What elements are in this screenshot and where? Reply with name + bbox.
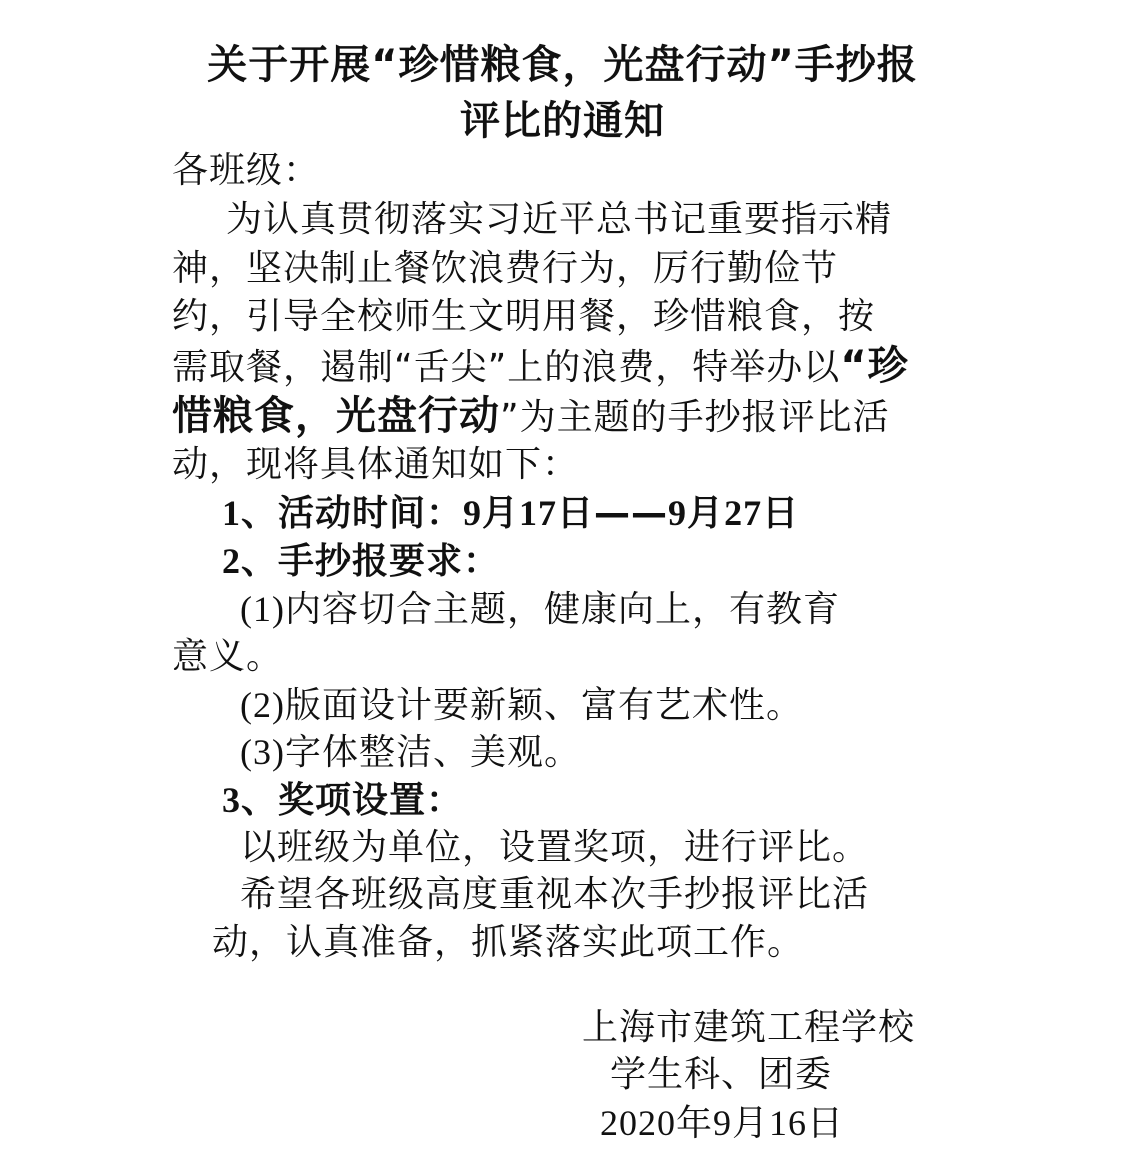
signature-year: 2020 <box>600 1103 676 1143</box>
end-day-unit: 日 <box>762 493 800 534</box>
requirement-2 <box>240 682 803 729</box>
intro-line-3: 约，引导全校师生文明用餐，珍惜粮食，按 <box>172 296 876 337</box>
section-2-number: 2 <box>222 541 241 581</box>
closing-line-1: 希望各班级高度重视本次手抄报评比活 <box>240 874 870 915</box>
intro-line-6: 动，现将具体通知如下： <box>172 444 580 485</box>
start-month: 9 <box>463 493 483 533</box>
end-month: 9 <box>668 493 688 533</box>
requirement-3-text: 字体整洁、美观。 <box>284 732 581 773</box>
section-3-number: 3 <box>222 780 241 820</box>
campaign-theme: 惜粮食，光盘行动 <box>172 393 500 439</box>
signature-month-unit: 月 <box>732 1103 770 1144</box>
intro-line-5-text: ”为主题的手抄报评比活 <box>500 397 890 438</box>
start-month-unit: 月 <box>482 493 520 534</box>
signature-day: 16 <box>769 1103 808 1143</box>
start-day: 17 <box>519 493 558 533</box>
award-setting-text: 以班级为单位，设置奖项，进行评比。 <box>240 827 870 868</box>
signature-organization: 上海市建筑工程学校 <box>582 1007 916 1048</box>
requirement-2-number: (2) <box>240 685 285 725</box>
section-1-activity-time <box>222 490 799 537</box>
notice-title-line-1: 关于开展“珍惜粮食，光盘行动”手抄报 <box>207 42 918 88</box>
closing-line-2: 动，认真准备，抓紧落实此项工作。 <box>212 922 805 963</box>
signature-date <box>600 1100 844 1147</box>
requirement-1-continued: 意义。 <box>172 636 284 677</box>
requirement-1 <box>240 586 840 633</box>
salutation: 各班级： <box>172 150 321 191</box>
requirement-1-text: 内容切合主题，健康向上，有教育 <box>284 589 840 630</box>
signature-year-unit: 年 <box>676 1103 714 1144</box>
section-1-number: 1 <box>222 493 241 533</box>
requirement-3 <box>240 729 581 776</box>
start-day-unit: 日—— <box>557 493 669 534</box>
intro-line-4 <box>172 343 909 391</box>
end-day: 27 <box>724 493 763 533</box>
requirement-3-number: (3) <box>240 732 285 772</box>
intro-line-2: 神，坚决制止餐饮浪费行为，厉行勤俭节 <box>172 248 839 289</box>
section-3-label: 、奖项设置： <box>241 780 464 821</box>
section-1-label: 、活动时间： <box>241 493 464 534</box>
signature-department: 学生科、团委 <box>610 1054 833 1095</box>
intro-line-1: 为认真贯彻落实习近平总书记重要指示精 <box>226 199 893 240</box>
section-2-heading <box>222 538 500 585</box>
signature-month: 9 <box>713 1103 733 1143</box>
section-3-heading <box>222 777 463 824</box>
notice-title-line-2: 评比的通知 <box>460 98 665 144</box>
signature-day-unit: 日 <box>807 1103 845 1144</box>
requirement-2-text: 版面设计要新颖、富有艺术性。 <box>284 685 803 726</box>
requirement-1-number: (1) <box>240 589 285 629</box>
intro-line-4-emphasis: “珍 <box>840 343 909 389</box>
intro-line-5 <box>172 393 890 441</box>
end-month-unit: 月 <box>687 493 725 534</box>
section-2-label: 、手抄报要求： <box>241 541 501 582</box>
intro-line-4-text: 需取餐，遏制“舌尖”上的浪费，特举办以 <box>172 347 841 388</box>
